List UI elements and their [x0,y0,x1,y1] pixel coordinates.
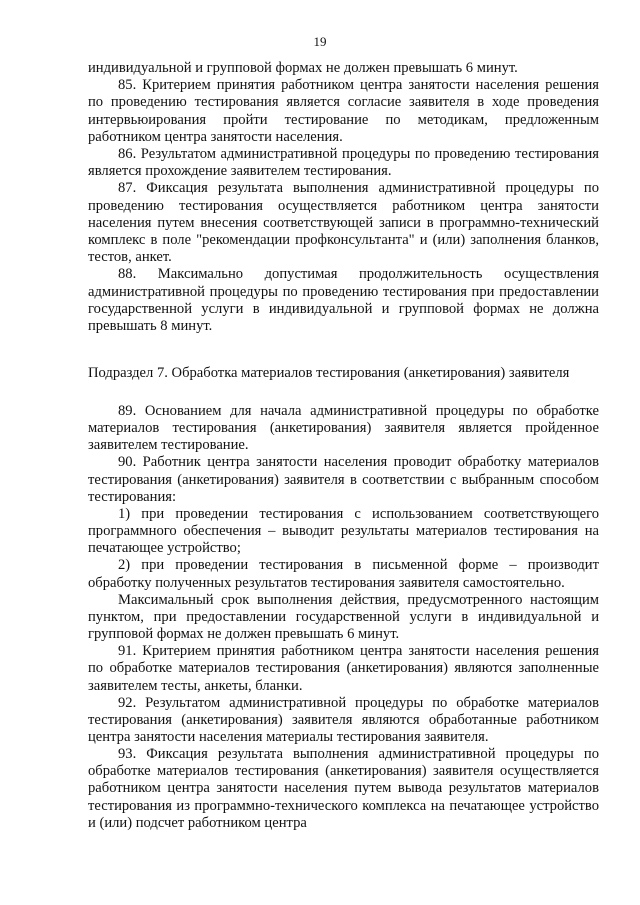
paragraph-continuation: индивидуальной и групповой формах не должен превышать 6 минут. [88,60,518,76]
paragraph-90: 90. Работник центра занятости населения проводит обработку материалов тестирования (анкетирования) заявителя в соответствии с выбранным способом тестирования: [88,454,599,505]
paragraph-87: 87. Фиксация результата выполнения административной процедуры по проведению тестирования осуществляется работником центра занятости населения путем внесения соответствующей записи в программно-технический комплекс в поле "рекомендации профконсультанта" и (или) заполнения бланков, тестов, анкет. [88,180,599,266]
paragraph-max-time: Максимальный срок выполнения действия, предусмотренного настоящим пунктом, при предоставлении государственной услуги в индивидуальной и групповой формах не должен превышать 6 минут. [88,591,599,643]
paragraph-85: 85. Критерием принятия работником центра занятости населения решения по проведению тестирования является согласие заявителя в ходе проведения интервьюирования пройти тестирование по методикам, предложенным работником центра занятости населения. [88,77,599,145]
list-item-1: 1) при проведении тестирования с использованием соответствующего программного обеспечения – выводит результаты материалов тестирования на печатающее устройство; [88,505,599,557]
paragraph-88: 88. Максимально допустимая продолжительность осуществления административной процедуры по проведению тестирования при предоставлении государственной услуги в индивидуальной и групповой формах не должна превышать 8 минут. [88,266,599,335]
bottom-text-block [88,403,599,832]
paragraph-93: 93. Фиксация результата выполнения административной процедуры по обработке материалов тестирования (анкетирования) заявителя осуществляется работником центра занятости населения путем вывода результатов материалов тестирования из программно-технического комплекса на печатающее устройство и (или) подсчет работником центра [88,746,599,831]
paragraph-89: 89. Основанием для начала административной процедуры по обработке материалов тестирования (анкетирования) заявителя является пройденное заявителем тестирование. [88,403,599,454]
top-text-block [88,60,599,335]
page-number: 19 [313,34,327,49]
paragraph-86: 86. Результатом административной процедуры по проведению тестирования является прохождение заявителем тестирования. [88,146,599,180]
list-item-2: 2) при проведении тестирования в письменной форме – производит обработку полученных результатов тестирования заявителя самостоятельно. [88,557,599,591]
paragraph-92: 92. Результатом административной процедуры по обработке материалов тестирования (анкетирования) заявителя являются обработанные работником центра занятости населения материалы тестирования заявителя. [88,694,599,745]
paragraph-91: 91. Критерием принятия работником центра занятости населения решения по обработке материалов тестирования (анкетирования) являются заполненные заявителем тесты, анкеты, бланки. [88,643,599,694]
subsection-heading: Подраздел 7. Обработка материалов тестирования (анкетирования) заявителя [88,365,570,381]
